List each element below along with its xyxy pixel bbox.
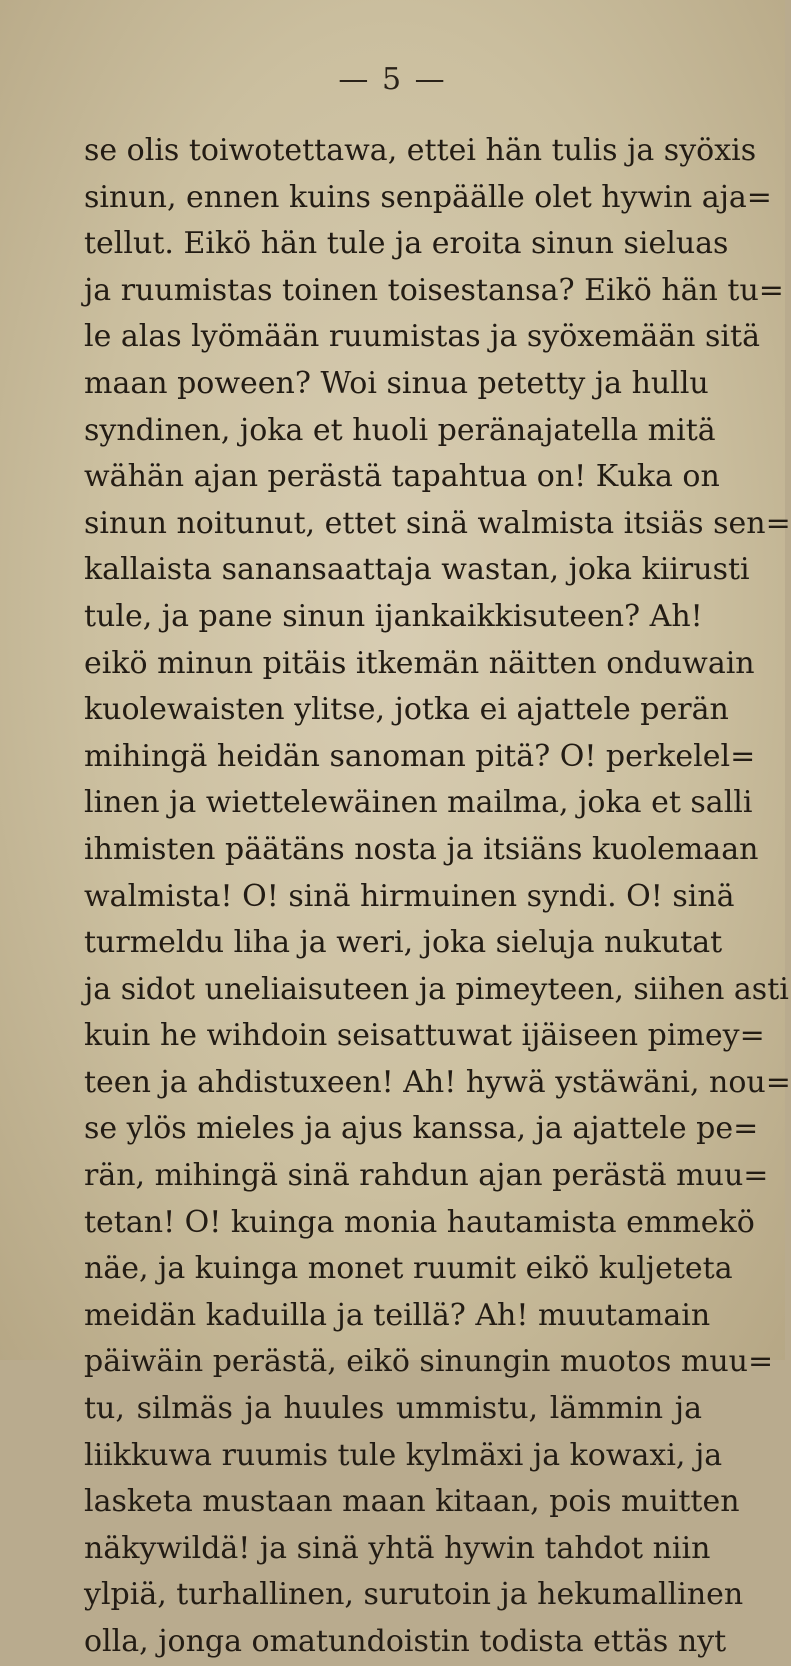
- text-line: sinun, ennen kuins senpäälle olet hywin aja=: [84, 179, 772, 215]
- text-line: maan poween? Woi sinua petetty ja hullu: [84, 365, 709, 401]
- text-line: syndinen, joka et huoli peränajatella mitä: [84, 412, 716, 448]
- text-line: kuin he wihdoin seisattuwat ijäiseen pimey=: [84, 1018, 765, 1054]
- text-line: teen ja ahdistuxeen! Ah! hywä ystäwäni, nou=: [84, 1064, 791, 1100]
- text-line: wähän ajan perästä tapahtua on! Kuka on: [84, 459, 720, 495]
- text-line: ylpiä, turhallinen, surutoin ja hekumallinen: [84, 1577, 744, 1613]
- text-line: turmeldu liha ja weri, joka sieluja nukutat: [84, 925, 723, 961]
- text-line: olla, jonga omatundoistin todista ettäs nyt: [84, 1624, 727, 1659]
- text-line: kallaista sanansaattaja wastan, joka kiirusti: [84, 552, 750, 588]
- text-line: tu, silmäs ja huules ummistu, lämmin ja: [84, 1391, 702, 1427]
- text-line: se ylös mieles ja ajus kanssa, ja ajattele pe=: [84, 1111, 759, 1147]
- text-line: le alas lyömään ruumistas ja syöxemään sitä: [84, 319, 760, 355]
- text-line: lasketa mustaan maan kitaan, pois muitten: [84, 1484, 740, 1520]
- text-line: walmista! O! sinä hirmuinen syndi. O! sinä: [84, 878, 735, 914]
- text-line: eikö minun pitäis itkemän näitten onduwain: [84, 645, 755, 681]
- text-line: näe, ja kuinga monet ruumit eikö kuljeteta: [84, 1251, 733, 1287]
- text-line: liikkuwa ruumis tule kylmäxi ja kowaxi, ja: [84, 1437, 723, 1473]
- text-line: ja sidot uneliaisuteen ja pimeyteen, siihen asti: [84, 971, 789, 1007]
- text-line: tule, ja pane sinun ijankaikkisuteen? Ah!: [84, 598, 703, 634]
- text-line: ihmisten päätäns nosta ja itsiäns kuolemaan: [84, 831, 759, 867]
- text-line: sinun noitunut, ettet sinä walmista itsiäs sen=: [84, 505, 791, 541]
- text-line: päiwäin perästä, eikö sinungin muotos muu=: [84, 1344, 774, 1380]
- text-line: meidän kaduilla ja teillä? Ah! muutamain: [84, 1297, 711, 1333]
- text-line: se olis toiwotettawa, ettei hän tulis ja syöxis: [84, 133, 757, 168]
- text-line: tetan! O! kuinga monia hautamista emmekö: [84, 1204, 755, 1240]
- text-line: ja ruumistas toinen toisestansa? Eikö hän tu=: [84, 272, 784, 308]
- text-line: mihingä heidän sanoman pitä? O! perkelel=: [84, 738, 756, 774]
- text-line: näkywildä! ja sinä yhtä hywin tahdot niin: [84, 1530, 711, 1566]
- text-line: rän, mihingä sinä rahdun ajan perästä muu=: [84, 1158, 769, 1194]
- text-line: linen ja wiettelewäinen mailma, joka et salli: [84, 785, 753, 821]
- text-line: kuolewaisten ylitse, jotka ei ajattele perän: [84, 692, 729, 728]
- body-text: [84, 128, 791, 1666]
- text-line: tellut. Eikö hän tule ja eroita sinun sieluas: [84, 226, 729, 262]
- page-number: — 5 —: [338, 62, 447, 97]
